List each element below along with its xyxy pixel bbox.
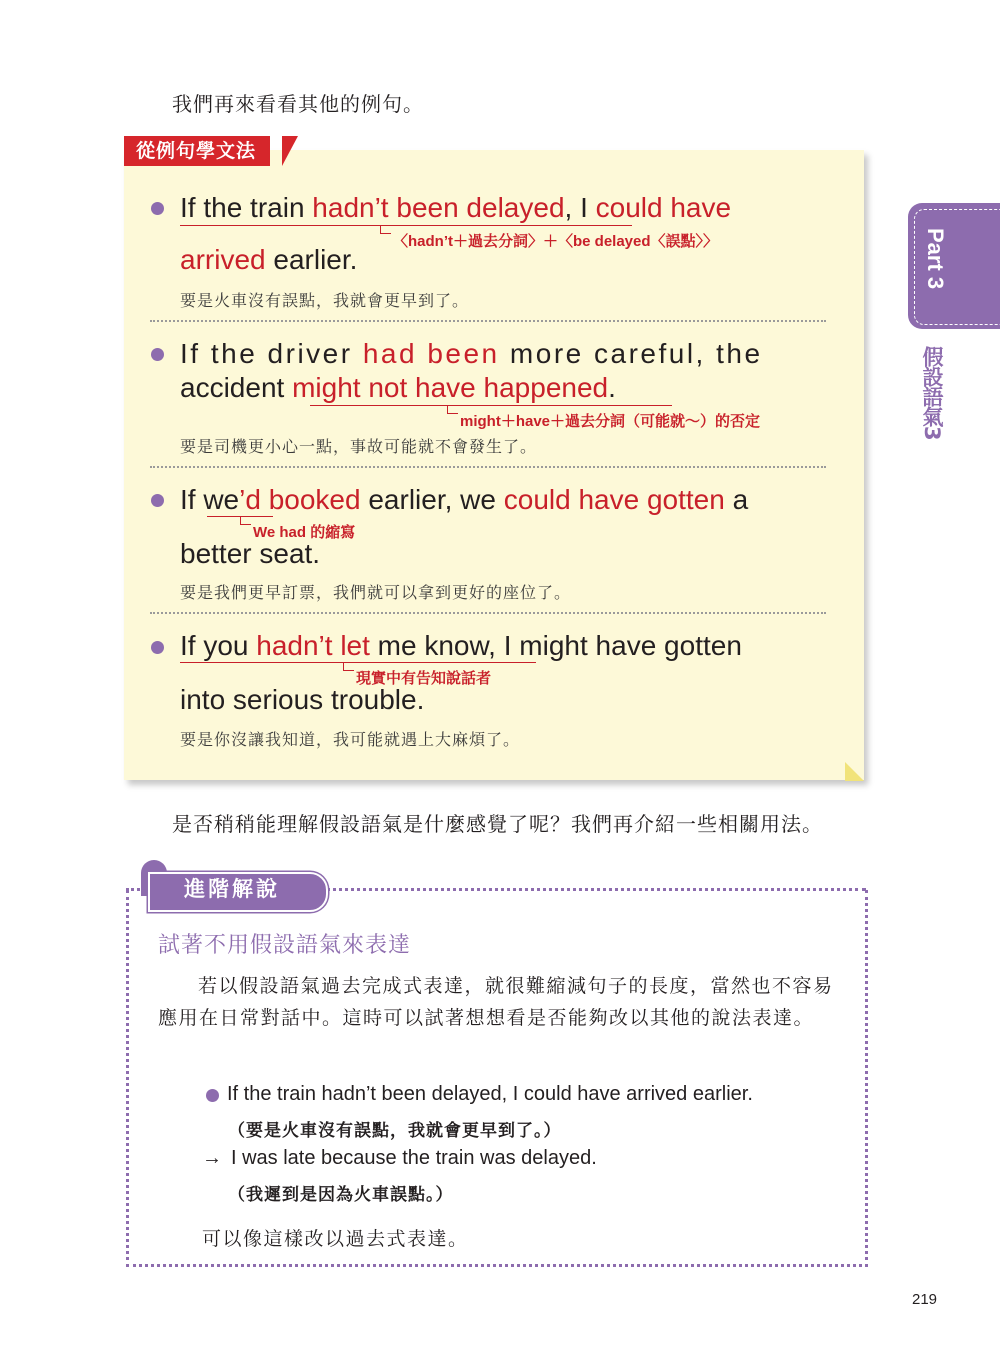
card-tag-tail — [282, 136, 298, 166]
example-4-line-2 — [180, 686, 424, 714]
card-fold-corner — [845, 762, 864, 781]
bullet-icon — [151, 202, 164, 215]
divider — [150, 612, 826, 614]
example-2-line-1 — [180, 340, 763, 368]
note-pointer-icon — [240, 516, 251, 525]
advanced-example-zh: （要是火車沒有誤點，我就會更早到了。） — [228, 1121, 562, 1141]
note-pointer-icon — [447, 405, 458, 414]
advanced-closing: 可以像這樣改以過去式表達。 — [202, 1228, 469, 1250]
advanced-alt-zh: （我遲到是因為火車誤點。） — [228, 1185, 454, 1205]
highlight-phrase: might not have happened — [292, 372, 609, 403]
bullet-icon — [206, 1089, 219, 1102]
advanced-box-top-border — [320, 888, 866, 891]
example-4-translation: 要是你沒讓我知道，我可能就遇上大麻煩了。 — [180, 730, 521, 749]
highlight-phrase: had been — [362, 338, 500, 369]
example-2-translation: 要是司機更小心一點，事故可能就不會發生了。 — [180, 437, 538, 456]
bullet-icon — [151, 348, 164, 361]
sentence-text: If the driver — [180, 338, 363, 369]
example-1-note: 〈hadn’t＋過去分詞〉＋〈be delayed〈誤點〉〉 — [393, 233, 719, 250]
example-1-line-2 — [180, 246, 357, 274]
example-2-underline — [310, 405, 672, 406]
example-4-underline — [180, 662, 536, 663]
sentence-text: better seat. — [180, 538, 321, 569]
bullet-icon — [151, 641, 164, 654]
example-3-line-2 — [180, 540, 320, 568]
advanced-paragraph: 若以假設語氣過去完成式表達，就很難縮減句子的長度，當然也不容易應用在日常對話中。這時可以試著想想看是否能夠改以其他的說法表達。 — [158, 975, 834, 1029]
highlight-phrase: arrived — [180, 244, 266, 275]
example-4-line-1 — [180, 632, 742, 660]
highlight-phrase: ’d booked — [239, 484, 361, 515]
sentence-text: more careful, the — [499, 338, 763, 369]
highlight-phrase: hadn’t let — [256, 630, 370, 661]
sentence-text: accident — [180, 372, 293, 403]
highlight-phrase: hadn’t been delayed — [312, 192, 565, 223]
example-3-note: We had 的縮寫 — [253, 524, 356, 541]
example-1-underline — [180, 225, 632, 226]
arrow-icon: → — [202, 1147, 222, 1169]
sentence-text: me know, I might have gotten — [369, 630, 742, 661]
page-number: 219 — [912, 1291, 938, 1308]
advanced-example-en: If the train hadn’t been delayed, I could have arrived earlier. — [227, 1083, 753, 1105]
sentence-text: earlier, we — [360, 484, 504, 515]
example-1-line-1 — [180, 194, 731, 222]
note-pointer-icon — [343, 662, 354, 671]
intro-text: 我們再來看看其他的例句。 — [172, 92, 424, 116]
card-tag: 從例句學文法 — [124, 136, 270, 166]
transition-text: 是否稍稍能理解假設語氣是什麼感覺了呢？我們再介紹一些相關用法。 — [172, 812, 823, 836]
sentence-text: If you — [180, 630, 257, 661]
sentence-text: If we — [180, 484, 240, 515]
sentence-text: a — [724, 484, 749, 515]
example-3-line-1 — [180, 486, 748, 514]
sentence-text: into serious trouble. — [180, 684, 425, 715]
example-1-translation: 要是火車沒有誤點，我就會更早到了。 — [180, 291, 470, 310]
bullet-icon — [151, 494, 164, 507]
example-4-note: 現實中有告知說話者 — [356, 670, 492, 687]
sentence-text: earlier. — [265, 244, 358, 275]
divider — [150, 466, 826, 468]
note-pointer-icon — [380, 225, 391, 234]
sentence-text: If the train — [180, 192, 313, 223]
sentence-text: , I — [564, 192, 596, 223]
advanced-badge-label: 進階解說 — [184, 877, 280, 901]
example-2-line-2 — [180, 374, 616, 402]
advanced-heading: 試著不用假設語氣來表達 — [158, 933, 412, 958]
highlight-phrase: could have gotten — [503, 484, 725, 515]
example-2-note: might＋have＋過去分詞（可能就～）的否定 — [460, 413, 761, 430]
part-label: Part 3 — [923, 228, 948, 290]
example-3-translation: 要是我們更早訂票，我們就可以拿到更好的座位了。 — [180, 583, 572, 602]
advanced-alt-en: I was late because the train was delayed. — [231, 1147, 597, 1169]
chapter-label: 假設語氣3 — [920, 346, 944, 440]
divider — [150, 320, 826, 322]
highlight-phrase: could have — [595, 192, 732, 223]
sentence-text: . — [608, 372, 616, 403]
